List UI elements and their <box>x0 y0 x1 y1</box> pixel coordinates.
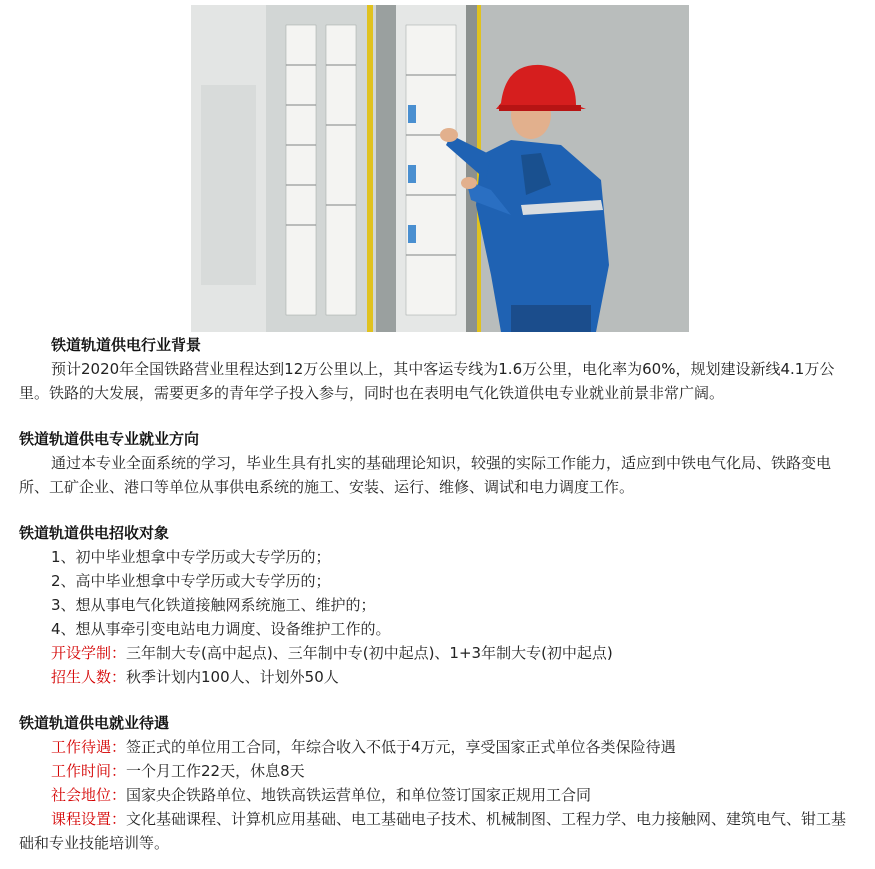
status-value: 国家央企铁路单位、地铁高铁运营单位，和单位签订国家正规用工合同 <box>126 786 592 804</box>
section-employment-title: 铁道轨道供电专业就业方向 <box>19 430 200 448</box>
section-benefits-title: 铁道轨道供电就业待遇 <box>19 714 170 732</box>
section-background-body: 预计2020年全国铁路营业里程达到12万公里以上，其中客运专线为1.6万公里，电化率为60%，规划建设新线4.1万公里。铁路的大发展，需要更多的青年学子投入参与，同时也在表明电气化铁道供电专业就业前景非常广阔。 <box>19 360 835 402</box>
program-label: 开设学制： <box>51 644 127 662</box>
section-background-title: 铁道轨道供电行业背景 <box>51 336 202 354</box>
enroll-line <box>19 665 857 689</box>
recruit-item-1: 1、初中毕业想拿中专学历或大专学历的； <box>51 548 331 566</box>
recruit-item-2: 2、高中毕业想拿中专学历或大专学历的； <box>51 572 331 590</box>
section-recruitment-title: 铁道轨道供电招收对象 <box>19 524 170 542</box>
recruit-item-3: 3、想从事电气化铁道接触网系统施工、维护的； <box>51 596 376 614</box>
recruit-item-4: 4、想从事牵引变电站电力调度、设备维护工作的。 <box>51 620 391 638</box>
worker-photo-illustration <box>191 5 689 332</box>
treatment-value: 签正式的单位用工合同，年综合收入不低于4万元，享受国家正式单位各类保险待遇 <box>126 738 676 756</box>
worker-photo <box>191 5 689 332</box>
section-employment-body: 通过本专业全面系统的学习，毕业生具有扎实的基础理论知识，较强的实际工作能力，适应到中铁电气化局、铁路变电所、工矿企业、港口等单位从事供电系统的施工、安装、运行、维修、调试和电力调度工作。 <box>19 454 832 496</box>
program-value: 三年制大专(高中起点)、三年制中专(初中起点)、1+3年制大专(初中起点) <box>126 644 613 662</box>
courses-value: 文化基础课程、计算机应用基础、电工基础电子技术、机械制图、工程力学、电力接触网、建筑电气、钳工基础和专业技能培训等。 <box>19 810 847 852</box>
courses-line <box>19 807 857 855</box>
program-line <box>19 641 857 665</box>
status-label: 社会地位： <box>51 786 127 804</box>
enroll-label: 招生人数： <box>51 668 127 686</box>
treatment-line <box>19 735 857 759</box>
treatment-label: 工作待遇： <box>51 738 127 756</box>
status-line <box>19 783 857 807</box>
enroll-value: 秋季计划内100人、计划外50人 <box>126 668 339 686</box>
hours-line <box>19 759 857 783</box>
article-content <box>19 333 857 855</box>
courses-label: 课程设置： <box>51 810 127 828</box>
hours-label: 工作时间： <box>51 762 127 780</box>
hours-value: 一个月工作22天，休息8天 <box>126 762 305 780</box>
